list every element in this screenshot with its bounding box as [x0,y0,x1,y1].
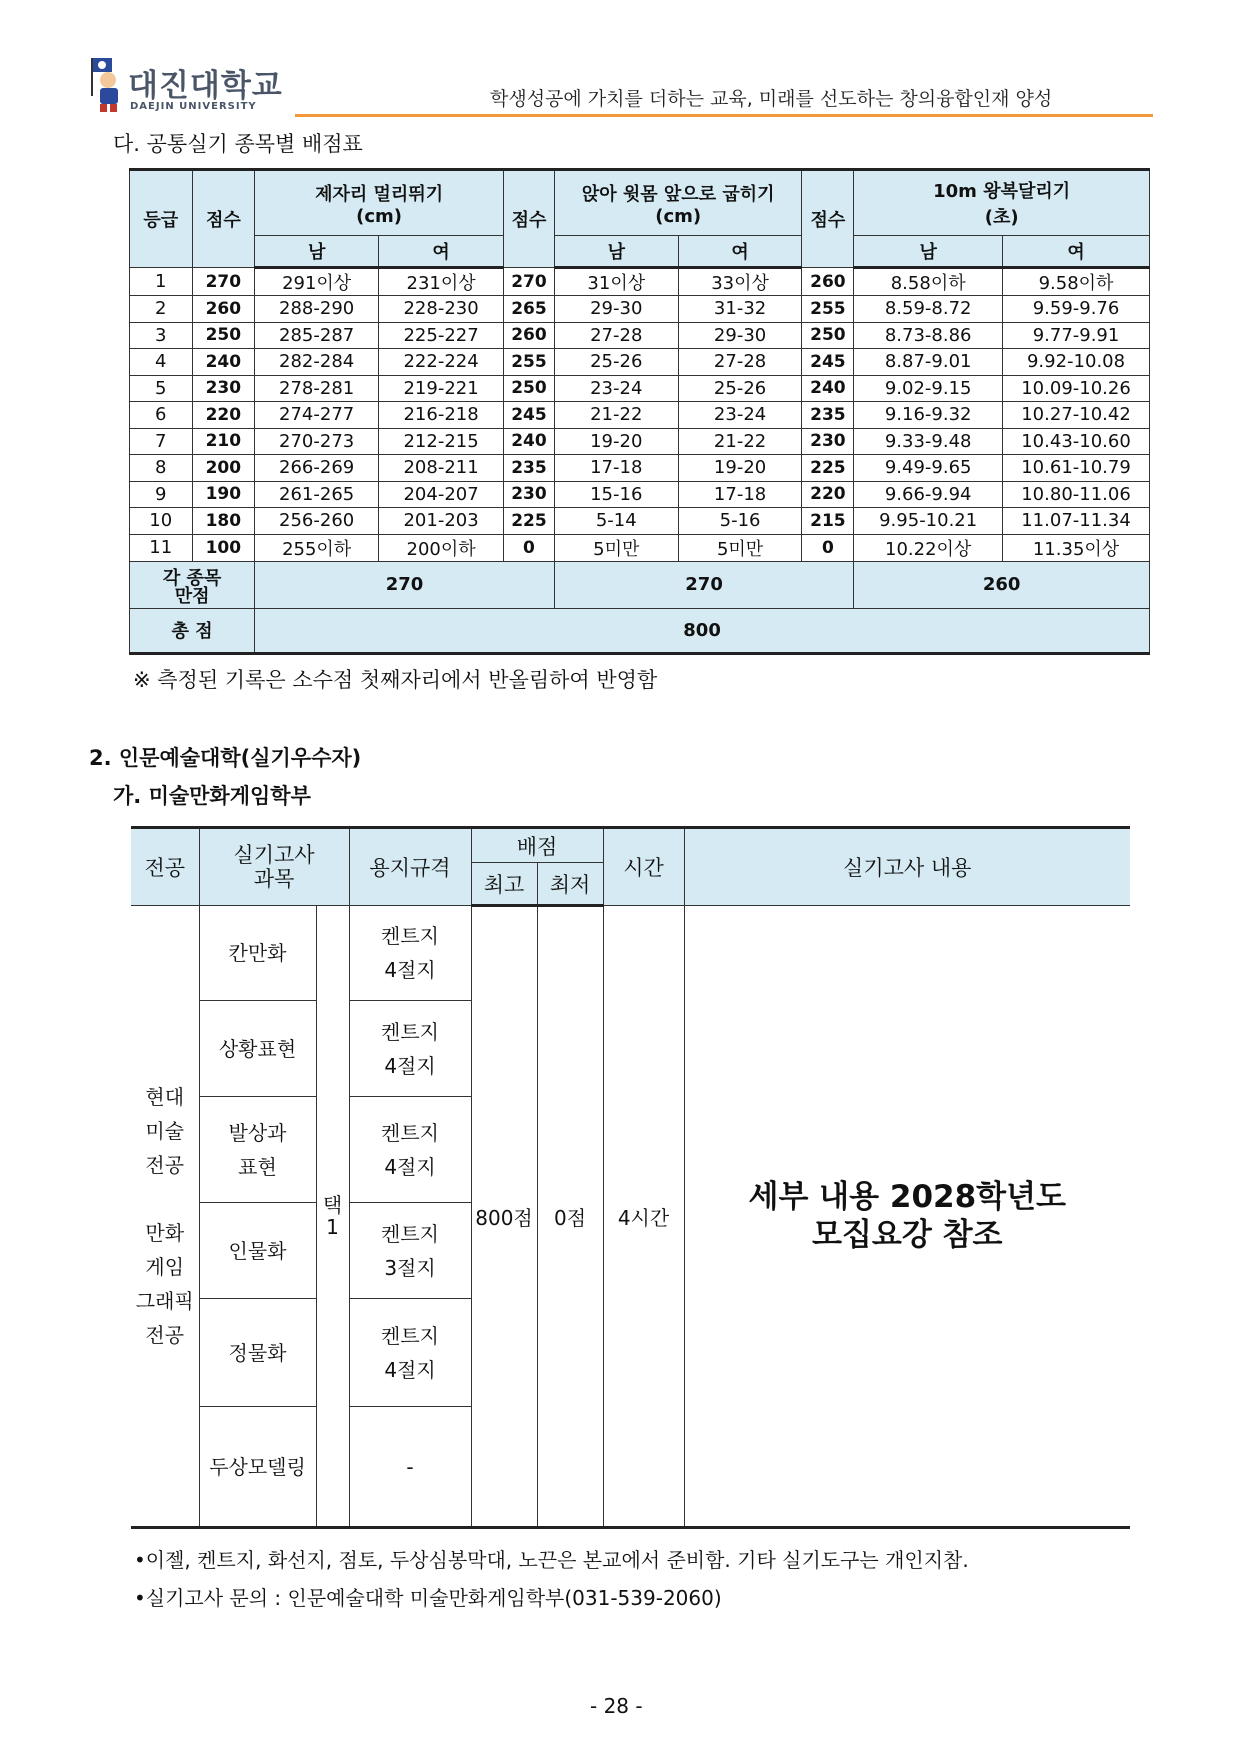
record-cell: 19-20 [554,428,678,455]
record-cell: 5미만 [554,534,678,561]
header-female: 여 [678,236,802,268]
grade-cell: 2 [130,296,193,323]
record-cell: 21-22 [678,428,802,455]
record-cell: 9.49-9.65 [854,455,1003,482]
score-cell: 260 [504,322,555,349]
record-cell: 29-30 [678,322,802,349]
score-cell: 190 [192,481,255,508]
record-cell: 11.07-11.34 [1003,508,1150,535]
score-cell: 240 [504,428,555,455]
header-major: 전공 [131,828,199,906]
subject-cartoon: 칸만화 [199,906,316,1001]
paper-figure: 켄트지 3절지 [349,1203,471,1299]
time-cell: 4시간 [603,906,684,1528]
header-grade: 등급 [130,170,193,268]
record-cell: 256-260 [255,508,379,535]
record-cell: 19-20 [678,455,802,482]
score-cell: 0 [504,534,555,561]
score-cell: 240 [192,349,255,376]
score-cell: 240 [802,375,854,402]
score-cell: 220 [192,402,255,429]
record-cell: 15-16 [554,481,678,508]
table-row [130,508,1150,535]
max-score-long-jump: 270 [255,561,555,608]
paper-cartoon: 켄트지 4절지 [349,906,471,1001]
max-score-cell: 800점 [471,906,537,1528]
score-cell: 230 [504,481,555,508]
score-cell: 245 [802,349,854,376]
score-cell: 100 [192,534,255,561]
record-cell: 25-26 [554,349,678,376]
record-cell: 10.80-11.06 [1003,481,1150,508]
score-cell: 270 [504,268,555,296]
record-cell: 33이상 [678,268,802,296]
record-cell: 266-269 [255,455,379,482]
section-heading-ga: 가. 미술만화게임학부 [113,784,311,808]
record-cell: 5-14 [554,508,678,535]
logo-text-korean: 대진대학교 [128,68,283,104]
score-cell: 215 [802,508,854,535]
table-row [130,534,1150,561]
record-cell: 270-273 [255,428,379,455]
record-cell: 11.35이상 [1003,534,1150,561]
bullet-note-contact: •실기고사 문의 : 인문예술대학 미술만화게임학부(031-539-2060) [134,1586,722,1610]
grade-cell: 1 [130,268,193,296]
record-cell: 17-18 [554,455,678,482]
university-logo [88,56,288,118]
record-cell: 222-224 [379,349,504,376]
subject-head-modeling: 두상모델링 [199,1407,316,1528]
record-cell: 10.61-10.79 [1003,455,1150,482]
score-cell: 210 [192,428,255,455]
content-cell: 세부 내용 2028학년도 모집요강 참조 [684,906,1130,1528]
page-number: - 28 - [590,1694,643,1718]
score-cell: 235 [504,455,555,482]
bullet-note-materials: •이젤, 켄트지, 화선지, 점토, 두상심봉막대, 노끈은 본교에서 준비함. 기타 실기도구는 개인지참. [134,1548,969,1572]
record-cell: 10.43-10.60 [1003,428,1150,455]
record-cell: 8.58이하 [854,268,1003,296]
grade-cell: 7 [130,428,193,455]
record-cell: 9.33-9.48 [854,428,1003,455]
record-cell: 10.22이상 [854,534,1003,561]
score-cell: 255 [504,349,555,376]
paper-head-modeling: - [349,1407,471,1528]
record-cell: 9.77-9.91 [1003,322,1150,349]
score-cell: 180 [192,508,255,535]
score-cell: 225 [504,508,555,535]
record-cell: 9.66-9.94 [854,481,1003,508]
subject-still-life: 정물화 [199,1299,316,1407]
record-cell: 9.59-9.76 [1003,296,1150,323]
score-cell: 220 [802,481,854,508]
max-score-sit-and-reach: 270 [554,561,853,608]
record-cell: 31-32 [678,296,802,323]
record-cell: 27-28 [678,349,802,376]
record-cell: 9.95-10.21 [854,508,1003,535]
table-row [130,402,1150,429]
table-row [130,296,1150,323]
record-cell: 201-203 [379,508,504,535]
score-cell: 200 [192,455,255,482]
table-row [130,349,1150,376]
record-cell: 9.16-9.32 [854,402,1003,429]
grade-cell: 11 [130,534,193,561]
record-cell: 255이하 [255,534,379,561]
rounding-note: ※ 측정된 기록은 소수점 첫째자리에서 반올림하여 반영함 [133,668,658,692]
logo-text-english: DAEJIN UNIVERSITY [130,101,257,112]
record-cell: 261-265 [255,481,379,508]
header-male: 남 [854,236,1003,268]
header-event-long-jump: 제자리 멀리뛰기 (cm) [255,170,504,236]
grade-cell: 5 [130,375,193,402]
paper-idea: 켄트지 4절지 [349,1097,471,1203]
choose-one-cell: 택 1 [316,906,349,1528]
score-cell: 230 [802,428,854,455]
min-score-cell: 0점 [537,906,603,1528]
header-max: 최고 [471,863,537,906]
score-cell: 0 [802,534,854,561]
header-male: 남 [255,236,379,268]
grade-cell: 8 [130,455,193,482]
record-cell: 278-281 [255,375,379,402]
score-cell: 255 [802,296,854,323]
score-cell: 230 [192,375,255,402]
record-cell: 9.02-9.15 [854,375,1003,402]
record-cell: 282-284 [255,349,379,376]
subject-situation: 상황표현 [199,1001,316,1097]
grade-cell: 4 [130,349,193,376]
grade-cell: 10 [130,508,193,535]
record-cell: 23-24 [678,402,802,429]
subject-figure: 인물화 [199,1203,316,1299]
score-cell: 260 [802,268,854,296]
practical-exam-table [131,826,1130,1529]
score-cell: 250 [504,375,555,402]
record-cell: 10.09-10.26 [1003,375,1150,402]
record-cell: 25-26 [678,375,802,402]
record-cell: 225-227 [379,322,504,349]
record-cell: 31이상 [554,268,678,296]
record-cell: 29-30 [554,296,678,323]
score-table [129,168,1150,655]
record-cell: 9.58이하 [1003,268,1150,296]
header-divider [295,114,1153,117]
record-cell: 5-16 [678,508,802,535]
record-cell: 5미만 [678,534,802,561]
record-cell: 208-211 [379,455,504,482]
subject-idea: 발상과 표현 [199,1097,316,1203]
major-cell: 현대 미술 전공 만화 게임 그래픽 전공 [131,906,199,1528]
record-cell: 23-24 [554,375,678,402]
header-event-sit-and-reach: 앉아 윗몸 앞으로 굽히기 (cm) [554,170,802,236]
record-cell: 10.27-10.42 [1003,402,1150,429]
record-cell: 8.87-9.01 [854,349,1003,376]
record-cell: 216-218 [379,402,504,429]
score-cell: 265 [504,296,555,323]
table-row [130,375,1150,402]
score-table-body [130,268,1150,562]
header-event-shuttle-run: 10m 왕복달리기 (초) [854,170,1150,236]
record-cell: 9.92-10.08 [1003,349,1150,376]
score-cell: 250 [192,322,255,349]
record-cell: 17-18 [678,481,802,508]
record-cell: 204-207 [379,481,504,508]
record-cell: 27-28 [554,322,678,349]
mascot-icon [88,56,128,114]
total-label: 총 점 [130,608,255,653]
header-score: 점수 [802,170,854,268]
header-min: 최저 [537,863,603,906]
record-cell: 21-22 [554,402,678,429]
paper-still-life: 켄트지 4절지 [349,1299,471,1407]
record-cell: 8.59-8.72 [854,296,1003,323]
total-value: 800 [255,608,1150,653]
score-cell: 235 [802,402,854,429]
record-cell: 285-287 [255,322,379,349]
record-cell: 228-230 [379,296,504,323]
max-score-shuttle-run: 260 [854,561,1150,608]
record-cell: 8.73-8.86 [854,322,1003,349]
section-heading-da: 다. 공통실기 종목별 배점표 [113,132,363,156]
table-row [130,322,1150,349]
header-female: 여 [379,236,504,268]
record-cell: 291이상 [255,268,379,296]
record-cell: 274-277 [255,402,379,429]
record-cell: 212-215 [379,428,504,455]
grade-cell: 6 [130,402,193,429]
record-cell: 288-290 [255,296,379,323]
paper-situation: 켄트지 4절지 [349,1001,471,1097]
header-score-allocation: 배점 [471,828,603,863]
header-score: 점수 [192,170,255,268]
record-cell: 231이상 [379,268,504,296]
header-slogan: 학생성공에 가치를 더하는 교육, 미래를 선도하는 창의융합인재 양성 [490,88,1053,110]
score-cell: 245 [504,402,555,429]
record-cell: 219-221 [379,375,504,402]
score-cell: 270 [192,268,255,296]
header-male: 남 [554,236,678,268]
header-subject: 실기고사 과목 [199,828,349,906]
score-cell: 225 [802,455,854,482]
max-score-label: 각 종목 만점 [130,561,255,608]
table-row [130,481,1150,508]
header-female: 여 [1003,236,1150,268]
score-cell: 250 [802,322,854,349]
header-content: 실기고사 내용 [684,828,1130,906]
table-row [130,428,1150,455]
header-score: 점수 [504,170,555,268]
record-cell: 200이하 [379,534,504,561]
grade-cell: 9 [130,481,193,508]
score-cell: 260 [192,296,255,323]
grade-cell: 3 [130,322,193,349]
header-time: 시간 [603,828,684,906]
section-heading-2: 2. 인문예술대학(실기우수자) [89,746,362,770]
table-row [130,268,1150,296]
table-row [130,455,1150,482]
header-paper: 용지규격 [349,828,471,906]
